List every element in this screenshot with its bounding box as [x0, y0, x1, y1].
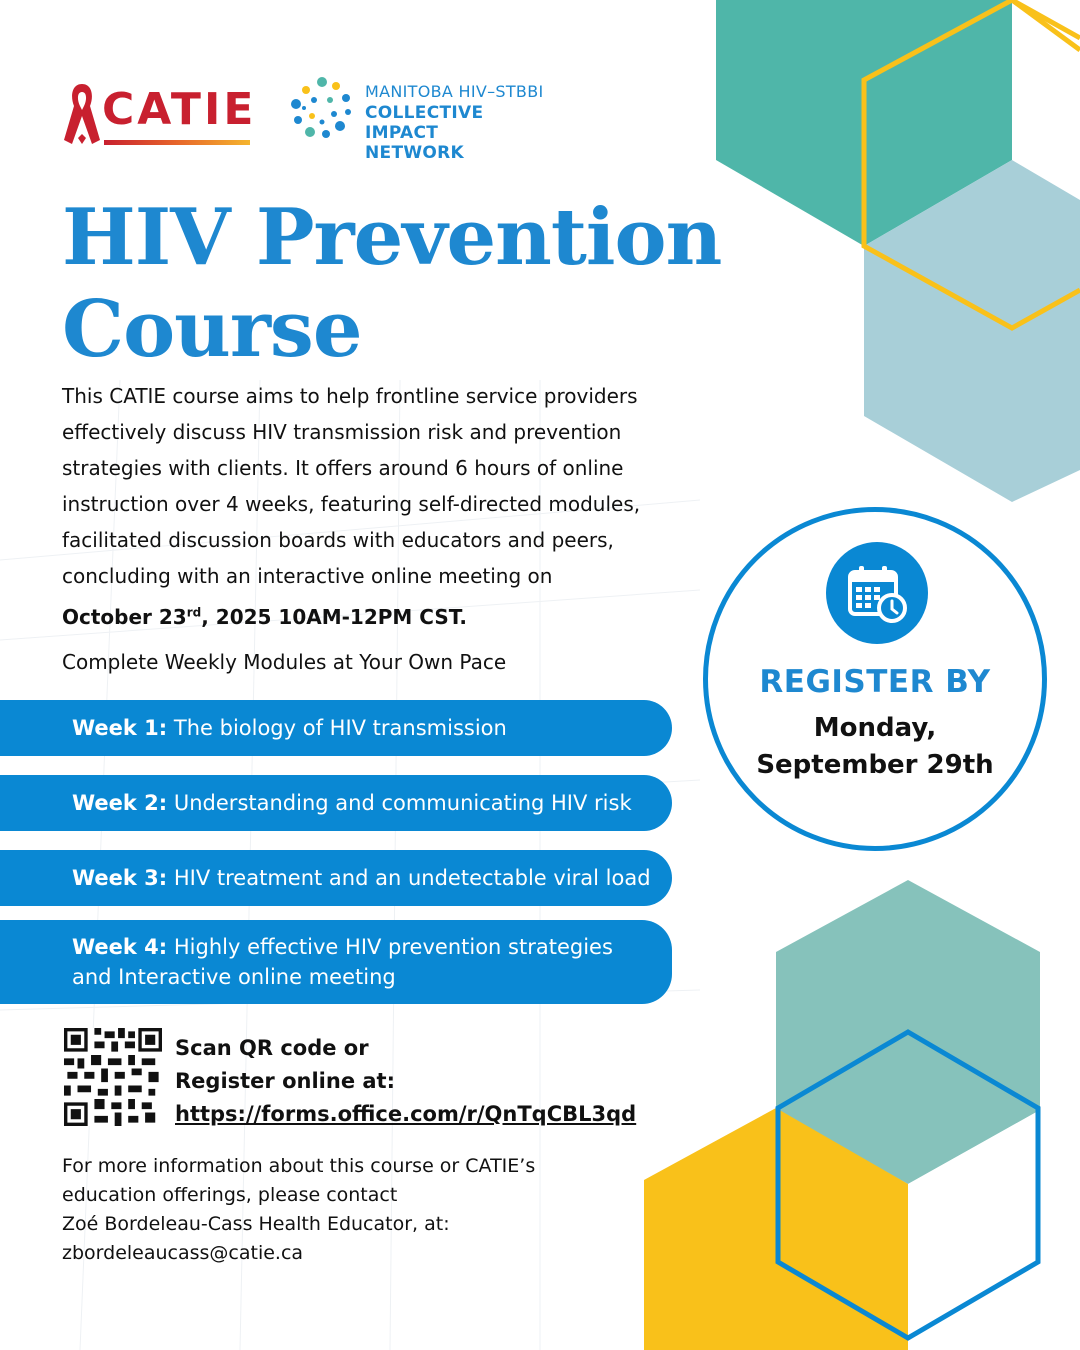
hex-yellow-outline-3 — [1012, 0, 1080, 38]
catie-underline-bar — [104, 140, 250, 145]
catie-logo — [62, 80, 262, 152]
contact-info — [62, 1152, 622, 1268]
register-day: Monday, — [813, 713, 937, 743]
title-line1: HIV Prevention — [62, 192, 722, 283]
qr-line1: Scan QR code or — [175, 1036, 369, 1060]
register-by-title: REGISTER BY — [759, 664, 991, 700]
network-name-line4: NETWORK — [365, 143, 465, 163]
week-4-text-line2: and Interactive online meeting — [72, 965, 396, 989]
catie-wordmark: CATIE — [102, 84, 257, 135]
info-line3: Zoé Bordeleau-Cass Health Educator, at: — [62, 1213, 450, 1235]
calendar-clock-icon — [826, 542, 928, 644]
catie-ribbon-icon — [62, 80, 102, 148]
pace-note: Complete Weekly Modules at Your Own Pace — [62, 650, 507, 674]
register-by-badge — [703, 507, 1047, 851]
network-name-line2: COLLECTIVE — [365, 103, 484, 123]
meeting-date-rest: , 2025 10AM-12PM CST. — [201, 604, 467, 629]
week-3-text: HIV treatment and an undetectable viral load — [173, 866, 651, 890]
info-line2: education offerings, please contact — [62, 1184, 398, 1206]
week-4-label: Week 4: — [72, 935, 168, 959]
manitoba-network-logo — [290, 76, 590, 166]
register-date: September 29th — [756, 750, 994, 780]
network-name-line1: MANITOBA HIV–STBBI — [365, 82, 544, 101]
week-1-pill — [0, 700, 672, 756]
title-line2: Course — [62, 284, 362, 375]
registration-instructions — [175, 1032, 636, 1131]
meeting-date-suffix: rd — [186, 605, 202, 619]
week-3-label: Week 3: — [72, 866, 168, 890]
week-2-text: Understanding and communicating HIV risk — [173, 791, 632, 815]
qr-code[interactable] — [64, 1028, 162, 1126]
description-text: This CATIE course aims to help frontline service providers effectively discuss HIV transmission risk and prevention strategies with clients. It offers around 6 hours of online instruction over 4 weeks, featuring self-directed modules, facilitated discussion boards with educators and peers, concluding with an interactive online meeting on — [62, 384, 641, 588]
page-title — [62, 192, 721, 376]
course-description — [62, 378, 702, 635]
contact-email[interactable]: zbordeleaucass@catie.ca — [62, 1242, 304, 1264]
week-1-text: The biology of HIV transmission — [173, 716, 507, 740]
meeting-date — [62, 605, 467, 629]
week-2-label: Week 2: — [72, 791, 168, 815]
week-1-label: Week 1: — [72, 716, 168, 740]
week-2-pill — [0, 775, 672, 831]
week-3-pill — [0, 850, 672, 906]
network-name-line3: IMPACT — [365, 123, 439, 143]
qr-line2: Register online at: — [175, 1069, 395, 1093]
week-4-pill — [0, 920, 672, 1004]
meeting-date-main: October 23 — [62, 604, 187, 629]
info-line1: For more information about this course or CATIE’s — [62, 1155, 536, 1177]
register-deadline — [708, 710, 1042, 784]
network-dots-icon — [290, 76, 354, 140]
registration-link[interactable]: https://forms.office.com/r/QnTqCBL3qd — [175, 1102, 637, 1126]
week-4-text: Highly effective HIV prevention strategies — [173, 935, 613, 959]
